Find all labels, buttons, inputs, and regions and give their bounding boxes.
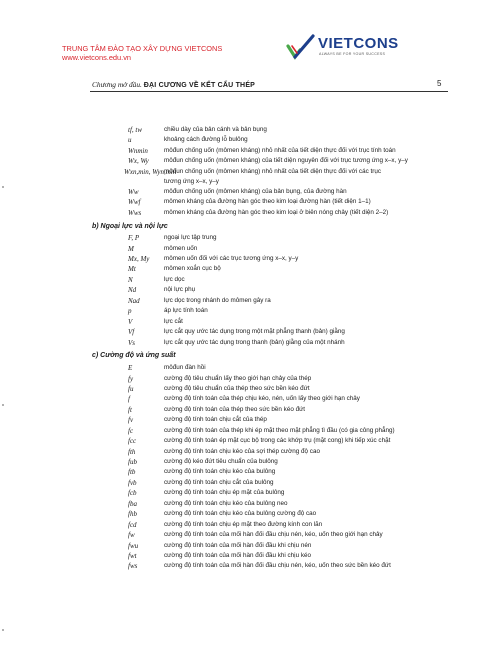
symbol: fcc: [128, 437, 137, 446]
symbol: Wnmin: [128, 146, 148, 155]
notation-row: [92, 285, 452, 295]
symbol: fvb: [128, 478, 137, 487]
symbol: u: [128, 136, 132, 145]
symbol: fc: [128, 426, 134, 435]
notation-row: [92, 167, 452, 187]
notation-row: [92, 135, 452, 145]
description: cường độ tính toán ép mặt cục bộ trong các khớp trụ (mặt cong) khi tiếp xúc chặt: [164, 437, 391, 445]
symbol: p: [128, 307, 132, 316]
checkmark-icon: [286, 33, 316, 61]
description: chiều dày của bản cánh và bản bụng: [164, 126, 267, 133]
description: nội lực phụ: [164, 286, 196, 294]
description: môđun chống uốn (mômen kháng) nhỏ nhất của tiết diện thực đối với các trục: [164, 167, 381, 175]
vietcons-logo: [286, 33, 436, 63]
notation-row: [92, 233, 452, 243]
description: mômen kháng của đường hàn góc theo kim loại đường hàn (tiết diện 1–1): [164, 198, 371, 206]
notation-row: [92, 275, 452, 285]
notation-row: [92, 363, 452, 373]
section-heading-strength: c) Cường độ và ứng suất: [92, 352, 176, 360]
description: áp lực tính toán: [164, 307, 208, 315]
symbol: Wws: [128, 208, 142, 217]
description: cường độ tiêu chuẩn lấy theo giới hạn chảy của thép: [164, 374, 312, 382]
notation-row: [92, 156, 452, 166]
logo-tagline: ALWAYS BE FOR YOUR SUCCESS: [319, 52, 386, 56]
description: mômen uốn: [164, 244, 198, 252]
notation-row: [92, 306, 452, 316]
symbol: F, P: [128, 234, 140, 243]
notation-row: [92, 296, 452, 306]
symbol: tf, tw: [128, 126, 143, 134]
description: khoảng cách đường lỗ bulông: [164, 136, 248, 144]
notation-row: [92, 467, 452, 477]
description: lực cắt quy ước tác dụng trong thanh (bản) giằng của một nhánh: [164, 338, 345, 346]
header-rule: [90, 91, 448, 92]
symbol: fcb: [128, 489, 137, 498]
description: cường độ tính toán của mối hàn đối đầu chịu nén, kéo, uốn theo giới hạn chảy: [164, 531, 383, 539]
description: cường độ tính toán chịu cắt của thép: [164, 416, 267, 424]
description: cường độ tính toán của mối hàn đối đầu khi chịu nén: [164, 541, 312, 549]
chapter-label: Chương mở đầu.: [92, 80, 142, 89]
description: môđun đàn hồi: [164, 364, 206, 372]
symbol: ftb: [128, 468, 136, 477]
symbol: fy: [128, 374, 134, 383]
description: mômen kháng của đường hàn góc theo kim loại ở biên nóng chảy (tiết diện 2–2): [164, 208, 389, 216]
symbol: fhb: [128, 510, 137, 519]
notation-row: [92, 208, 452, 218]
symbol: fwt: [128, 551, 137, 560]
description: cường độ tính toán chịu kéo của bulông neo: [164, 499, 288, 507]
description: mômen uốn đối với các trục tương ứng x–x, y–y: [164, 255, 299, 263]
description: cường độ tính toán của thép chịu kéo, nén, uốn lấy theo giới hạn chảy: [164, 395, 360, 403]
section-heading-loads: b) Ngoại lực và nội lực: [92, 222, 168, 230]
symbol: fv: [128, 416, 134, 425]
description: cường độ kéo đứt tiêu chuẩn của bulông: [164, 458, 278, 465]
notation-row: [92, 146, 452, 156]
notation-row: [92, 405, 452, 415]
symbol: fu: [128, 384, 134, 393]
description: cường độ tính toán chịu ép mặt của bulông: [164, 489, 285, 497]
notation-row: [92, 530, 452, 540]
page-number: 5: [437, 79, 442, 88]
symbol: Wx, Wy: [128, 157, 149, 166]
description: cường độ tính toán chịu ép mặt theo đường kính con lăn: [164, 520, 323, 528]
scan-artifact: [2, 404, 4, 406]
chapter-title: ĐẠI CƯƠNG VỀ KẾT CẤU THÉP: [143, 82, 256, 89]
description: cường độ tính toán của mối hàn đối đầu chịu nén, kéo, uốn theo sức bền kéo đứt: [164, 562, 391, 570]
symbol: E: [128, 364, 133, 373]
symbol: Ww: [128, 187, 139, 196]
notation-row: [92, 244, 452, 254]
description-continued: tương ứng x–x, y–y: [164, 177, 219, 185]
notation-row: [92, 488, 452, 498]
description: lực dọc: [164, 275, 185, 283]
symbol: ft: [128, 405, 132, 414]
symbol: fth: [128, 447, 136, 456]
symbol: M: [128, 244, 134, 253]
symbol: fba: [128, 499, 137, 508]
symbol: N: [128, 275, 133, 284]
notation-row: [92, 509, 452, 519]
group-loads: [92, 233, 452, 348]
notation-row: [92, 125, 452, 135]
description: môđun chống uốn (mômen kháng) của tiết diện nguyên đối với trục tương ứng x–x, y–y: [164, 157, 408, 165]
logo-name: VIETCONS: [318, 35, 399, 52]
description: lực dọc trong nhánh do mômen gây ra: [164, 296, 271, 304]
description: môđun chống uốn (mômen kháng) của bản bụng, của đường hàn: [164, 187, 347, 195]
notation-row: [92, 187, 452, 197]
description: mômen xoắn cục bộ: [164, 265, 221, 273]
training-center-name: TRUNG TÂM ĐÀO TẠO XÂY DỰNG VIETCONS: [62, 44, 223, 53]
notation-row: [92, 327, 452, 337]
description: cường độ tính toán của mối hàn đối đầu khi chịu kéo: [164, 551, 311, 559]
notation-row: [92, 415, 452, 425]
description: cường độ tính toán của thép khi ép mặt theo mặt phẳng tì đầu (có gia công phẳng): [164, 426, 395, 434]
description: cường độ tính toán chịu cắt của bulông: [164, 478, 274, 486]
running-head: [92, 80, 442, 89]
symbol: fw: [128, 531, 135, 540]
symbol: fws: [128, 562, 138, 571]
notation-row: [92, 394, 452, 404]
notation-row: [92, 264, 452, 274]
scan-artifact: [2, 186, 4, 188]
scan-artifact: [2, 629, 4, 631]
symbol: Mt: [128, 265, 136, 274]
group-strength: [92, 363, 452, 572]
training-center-website: www.vietcons.edu.vn: [62, 53, 132, 62]
symbol: Wwf: [128, 198, 141, 207]
symbol: Vf: [128, 328, 135, 337]
symbol: Nd: [128, 286, 137, 295]
notation-row: [92, 254, 452, 264]
description: cường độ tính toán chịu kéo của sợi thép cường độ cao: [164, 447, 320, 455]
group-geometry: [92, 125, 452, 218]
symbol: V: [128, 317, 133, 326]
notation-row: [92, 457, 452, 467]
notation-row: [92, 374, 452, 384]
symbol: f: [128, 395, 130, 404]
symbol: Wxn,min, Wyn,min: [124, 167, 177, 176]
notation-row: [92, 561, 452, 571]
notation-row: [92, 197, 452, 207]
training-center-header: [62, 44, 222, 62]
notation-row: [92, 338, 452, 348]
description: lực cắt quy ước tác dụng trong một mặt phẳng thanh (bản) giằng: [164, 328, 345, 336]
description: cường độ tiêu chuẩn của thép theo sức bền kéo đứt: [164, 384, 310, 392]
symbol: Nad: [128, 296, 140, 305]
notation-row: [92, 541, 452, 551]
description: ngoại lực tập trung: [164, 234, 217, 242]
symbol: fcd: [128, 520, 137, 529]
symbol: fwu: [128, 541, 139, 550]
description: cường độ tính toán chịu kéo của bulông: [164, 468, 276, 476]
symbol: fub: [128, 458, 137, 466]
notation-row: [92, 426, 452, 436]
notation-row: [92, 317, 452, 327]
description: môđun chống uốn (mômen kháng) nhỏ nhất của tiết diện thực đối với trục tính toán: [164, 146, 396, 154]
notation-row: [92, 499, 452, 509]
notation-list: [92, 125, 452, 572]
notation-row: [92, 551, 452, 561]
symbol: Mx, My: [128, 255, 150, 264]
notation-row: [92, 478, 452, 488]
description: lực cắt: [164, 317, 183, 325]
notation-row: [92, 384, 452, 394]
notation-row: [92, 436, 452, 446]
symbol: Vs: [128, 338, 135, 347]
description: cường độ tính toán của thép theo sức bền kéo đứt: [164, 405, 306, 413]
notation-row: [92, 520, 452, 530]
description: cường độ tính toán chịu kéo của bulông cường độ cao: [164, 510, 317, 518]
notation-row: [92, 447, 452, 457]
